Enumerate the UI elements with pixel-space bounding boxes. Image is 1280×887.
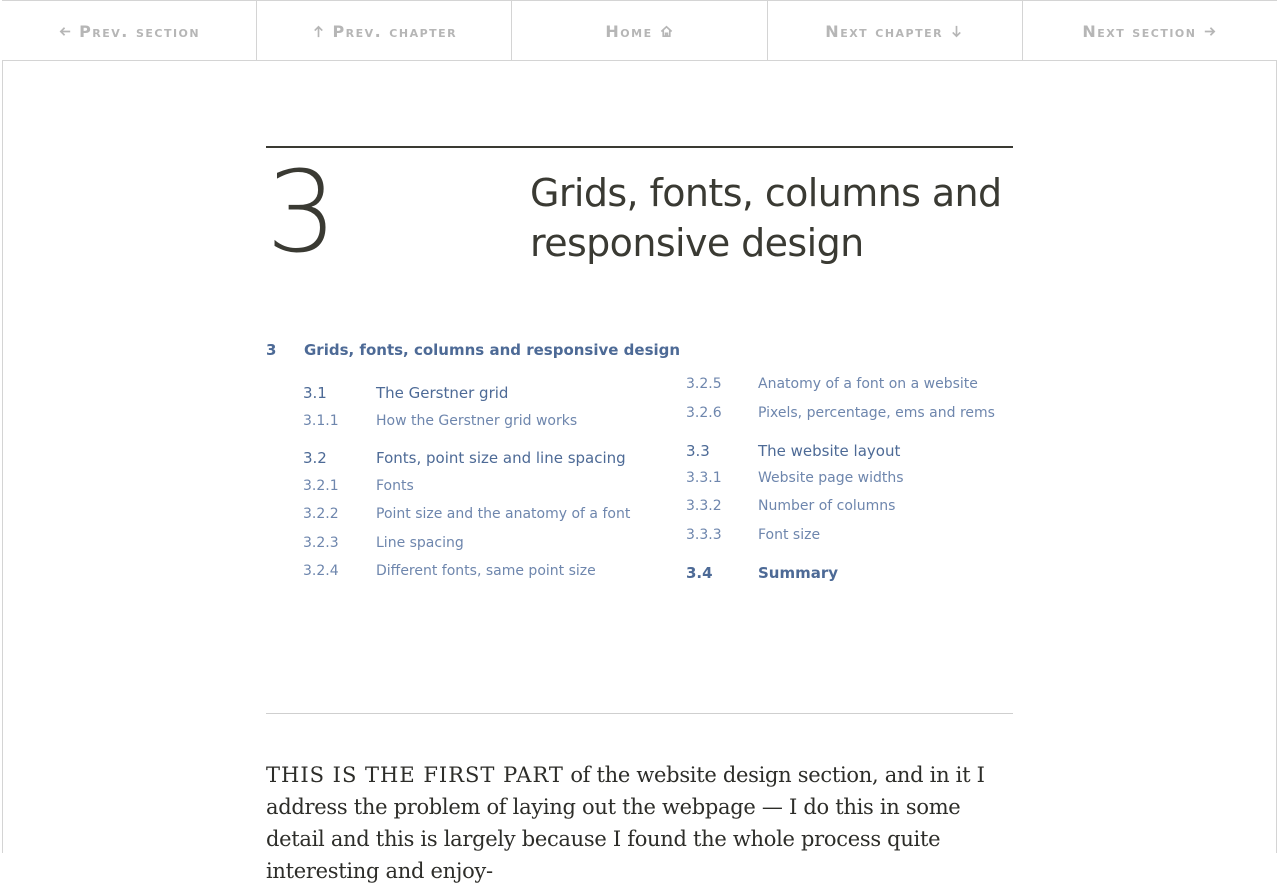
toc-number: 3.1.1	[303, 413, 339, 429]
toc-number: 3.2.4	[303, 563, 339, 579]
arrow-up-icon	[311, 24, 326, 39]
prev-chapter-label: Prev. chapter	[332, 22, 458, 41]
home-label: Home	[605, 22, 653, 41]
toc-number: 3.2	[303, 449, 327, 467]
toc-label: Anatomy of a font on a website	[758, 376, 978, 392]
toc-label: Fonts, point size and line spacing	[376, 449, 626, 467]
toc-number: 3.3	[686, 442, 710, 460]
arrow-right-icon	[1202, 24, 1217, 39]
toc-number: 3.2.6	[686, 405, 722, 421]
next-section-link[interactable]	[1022, 1, 1277, 60]
toc-label: Website page widths	[758, 470, 904, 486]
intro-paragraph	[266, 759, 1013, 887]
page-frame	[2, 0, 1277, 853]
toc-label: The Gerstner grid	[376, 384, 509, 402]
toc-number: 3.4	[686, 564, 713, 582]
next-chapter-link[interactable]	[767, 1, 1022, 60]
arrow-left-icon	[58, 24, 73, 39]
toc-label: Number of columns	[758, 498, 896, 514]
toc-number: 3.2.2	[303, 506, 339, 522]
toc-label: Summary	[758, 564, 839, 582]
toc-number: 3.3.1	[686, 470, 722, 486]
prev-section-label: Prev. section	[79, 22, 201, 41]
home-link[interactable]	[511, 1, 766, 60]
chapter-number: 3	[266, 148, 334, 278]
arrow-down-icon	[949, 24, 964, 39]
toc-number: 3	[266, 341, 277, 359]
toc-label: The website layout	[758, 442, 901, 460]
toc-label: Font size	[758, 527, 821, 543]
home-icon	[659, 24, 674, 39]
toc-label: Different fonts, same point size	[376, 563, 596, 579]
toc-label: Line spacing	[376, 535, 464, 551]
next-chapter-label: Next chapter	[825, 22, 944, 41]
toc-label: How the Gerstner grid works	[376, 413, 578, 429]
toc-number: 3.2.5	[686, 376, 722, 392]
heading-rule	[266, 146, 1013, 148]
toc-number: 3.1	[303, 384, 327, 402]
toc-number: 3.2.3	[303, 535, 339, 551]
chapter-title: Grids, fonts, columns and responsive design	[530, 171, 1002, 265]
next-section-label: Next section	[1082, 22, 1197, 41]
toc-number: 3.3.2	[686, 498, 722, 514]
intro-text: of the website design section, and in it I address the problem of laying out the webpage — I do this in some detail and this is largely because I found the whole process quite interesting and enjoy-	[266, 763, 985, 883]
toc-label: Fonts	[376, 478, 414, 494]
toc-label: Point size and the anatomy of a font	[376, 506, 631, 522]
toc-number: 3.3.3	[686, 527, 722, 543]
toc-label: Pixels, percentage, ems and rems	[758, 405, 995, 421]
toc-label: Grids, fonts, columns and responsive design	[304, 341, 681, 359]
section-divider	[266, 713, 1013, 714]
prev-chapter-link[interactable]	[256, 1, 511, 60]
toc-number: 3.2.1	[303, 478, 339, 494]
intro-lead: THIS IS THE FIRST PART	[266, 763, 564, 787]
chapter-navigation	[2, 0, 1277, 61]
prev-section-link[interactable]	[2, 1, 256, 60]
